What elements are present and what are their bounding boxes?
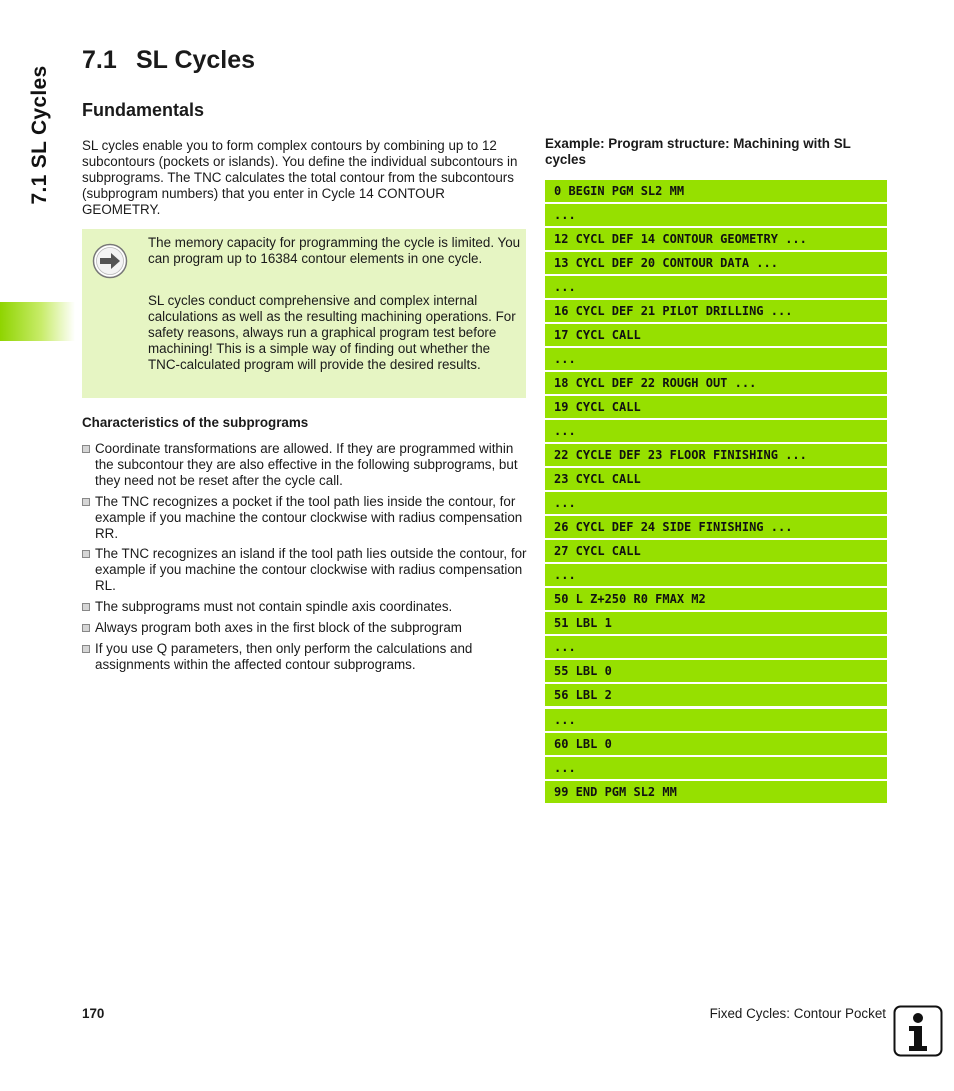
characteristics-heading: Characteristics of the subprograms	[82, 415, 309, 430]
code-text: 99 END PGM SL2 MM	[554, 785, 677, 799]
code-line	[545, 180, 887, 202]
code-line	[545, 612, 887, 634]
code-line	[545, 444, 887, 466]
code-line	[545, 228, 887, 250]
bullet-item	[82, 546, 527, 594]
code-line	[545, 684, 887, 706]
code-line	[545, 516, 887, 538]
code-text: 19 CYCL CALL	[554, 400, 641, 414]
code-text: 56 LBL 2	[554, 688, 612, 702]
bullet-text: The TNC recognizes an island if the tool path lies outside the contour, for example if you machine the contour clockwise with radius compensation RL.	[95, 546, 527, 593]
bullet-item	[82, 641, 527, 673]
bullet-square-icon	[82, 624, 90, 632]
code-text: ...	[554, 424, 576, 438]
code-line	[545, 733, 887, 755]
code-text: 18 CYCL DEF 22 ROUGH OUT ...	[554, 376, 757, 390]
bullet-text: Always program both axes in the first block of the subprogram	[95, 620, 462, 635]
page-title	[82, 46, 255, 75]
bullet-square-icon	[82, 445, 90, 453]
code-text: ...	[554, 280, 576, 294]
bullet-square-icon	[82, 603, 90, 611]
code-text: 12 CYCL DEF 14 CONTOUR GEOMETRY ...	[554, 232, 807, 246]
code-text: 17 CYCL CALL	[554, 328, 641, 342]
page-number: 170	[82, 1006, 105, 1021]
chapter-name: Fixed Cycles: Contour Pocket	[709, 1006, 886, 1021]
code-text: 22 CYCLE DEF 23 FLOOR FINISHING ...	[554, 448, 807, 462]
bullet-text: The TNC recognizes a pocket if the tool path lies inside the contour, for example if you machine the contour clockwise with radius compensation RR.	[95, 494, 523, 541]
code-text: 55 LBL 0	[554, 664, 612, 678]
code-line	[545, 492, 887, 514]
chapter-tab-marker	[0, 302, 75, 341]
code-text: 51 LBL 1	[554, 616, 612, 630]
code-line	[545, 276, 887, 298]
code-text: 0 BEGIN PGM SL2 MM	[554, 184, 685, 198]
code-line	[545, 564, 887, 586]
sidebar-chapter-title	[20, 55, 60, 215]
bullet-item	[82, 441, 527, 489]
code-text: 27 CYCL CALL	[554, 544, 641, 558]
arrow-right-icon	[92, 243, 128, 279]
code-line	[545, 588, 887, 610]
bullet-square-icon	[82, 645, 90, 653]
bullet-text: Coordinate transformations are allowed. If they are programmed within the subcontour they are also effective in the following subprograms, but they need not be reset after the cycle call.	[95, 441, 518, 488]
code-text: ...	[554, 713, 576, 727]
bullet-text: The subprograms must not contain spindle axis coordinates.	[95, 599, 453, 614]
code-line	[545, 300, 887, 322]
note-box	[82, 229, 526, 398]
bullet-text: If you use Q parameters, then only perform the calculations and assignments within the affected contour subprograms.	[95, 641, 473, 672]
note-paragraph: The memory capacity for programming the cycle is limited. You can program up to 16384 contour elements in one cycle.	[148, 235, 521, 266]
subheading: Fundamentals	[82, 100, 205, 120]
section-number: 7.1	[82, 46, 117, 74]
code-text: 50 L Z+250 R0 FMAX M2	[554, 592, 706, 606]
bullet-square-icon	[82, 550, 90, 558]
bullet-square-icon	[82, 498, 90, 506]
sidebar-chapter-label: 7.1 SL Cycles	[28, 65, 51, 205]
code-text: ...	[554, 496, 576, 510]
note-paragraph: SL cycles conduct comprehensive and complex internal calculations as well as the resulting machining operations. For safety reasons, always run a graphical program test before machining! This is a simple way of finding out whether the TNC-calculated program will provide the desired results.	[148, 293, 516, 372]
code-text: ...	[554, 352, 576, 366]
code-line	[545, 372, 887, 394]
bullet-item	[82, 494, 527, 542]
code-line	[545, 709, 887, 731]
code-line	[545, 636, 887, 658]
code-line	[545, 468, 887, 490]
code-line	[545, 204, 887, 226]
code-line	[545, 757, 887, 779]
intro-paragraph: SL cycles enable you to form complex contours by combining up to 12 subcontours (pockets or islands). You define the individual subcontours in subprograms. The TNC calculates the total contour from the subcontours (subprogram numbers) that you enter in Cycle 14 CONTOUR GEOMETRY.	[82, 138, 518, 217]
bullet-item	[82, 620, 527, 636]
bullet-item	[82, 599, 527, 615]
code-text: 26 CYCL DEF 24 SIDE FINISHING ...	[554, 520, 793, 534]
code-line	[545, 660, 887, 682]
code-text: ...	[554, 761, 576, 775]
code-text: ...	[554, 208, 576, 222]
code-text: 60 LBL 0	[554, 737, 612, 751]
code-line	[545, 396, 887, 418]
section-title: SL Cycles	[136, 46, 256, 74]
code-line	[545, 348, 887, 370]
code-line	[545, 324, 887, 346]
code-line	[545, 781, 887, 803]
example-title: Example: Program structure: Machining with SL cycles	[545, 136, 851, 167]
info-icon	[893, 1005, 943, 1057]
code-text: ...	[554, 640, 576, 654]
code-line	[545, 252, 887, 274]
code-line	[545, 540, 887, 562]
code-text: 13 CYCL DEF 20 CONTOUR DATA ...	[554, 256, 778, 270]
code-text: 23 CYCL CALL	[554, 472, 641, 486]
code-line	[545, 420, 887, 442]
code-text: ...	[554, 568, 576, 582]
code-text: 16 CYCL DEF 21 PILOT DRILLING ...	[554, 304, 793, 318]
